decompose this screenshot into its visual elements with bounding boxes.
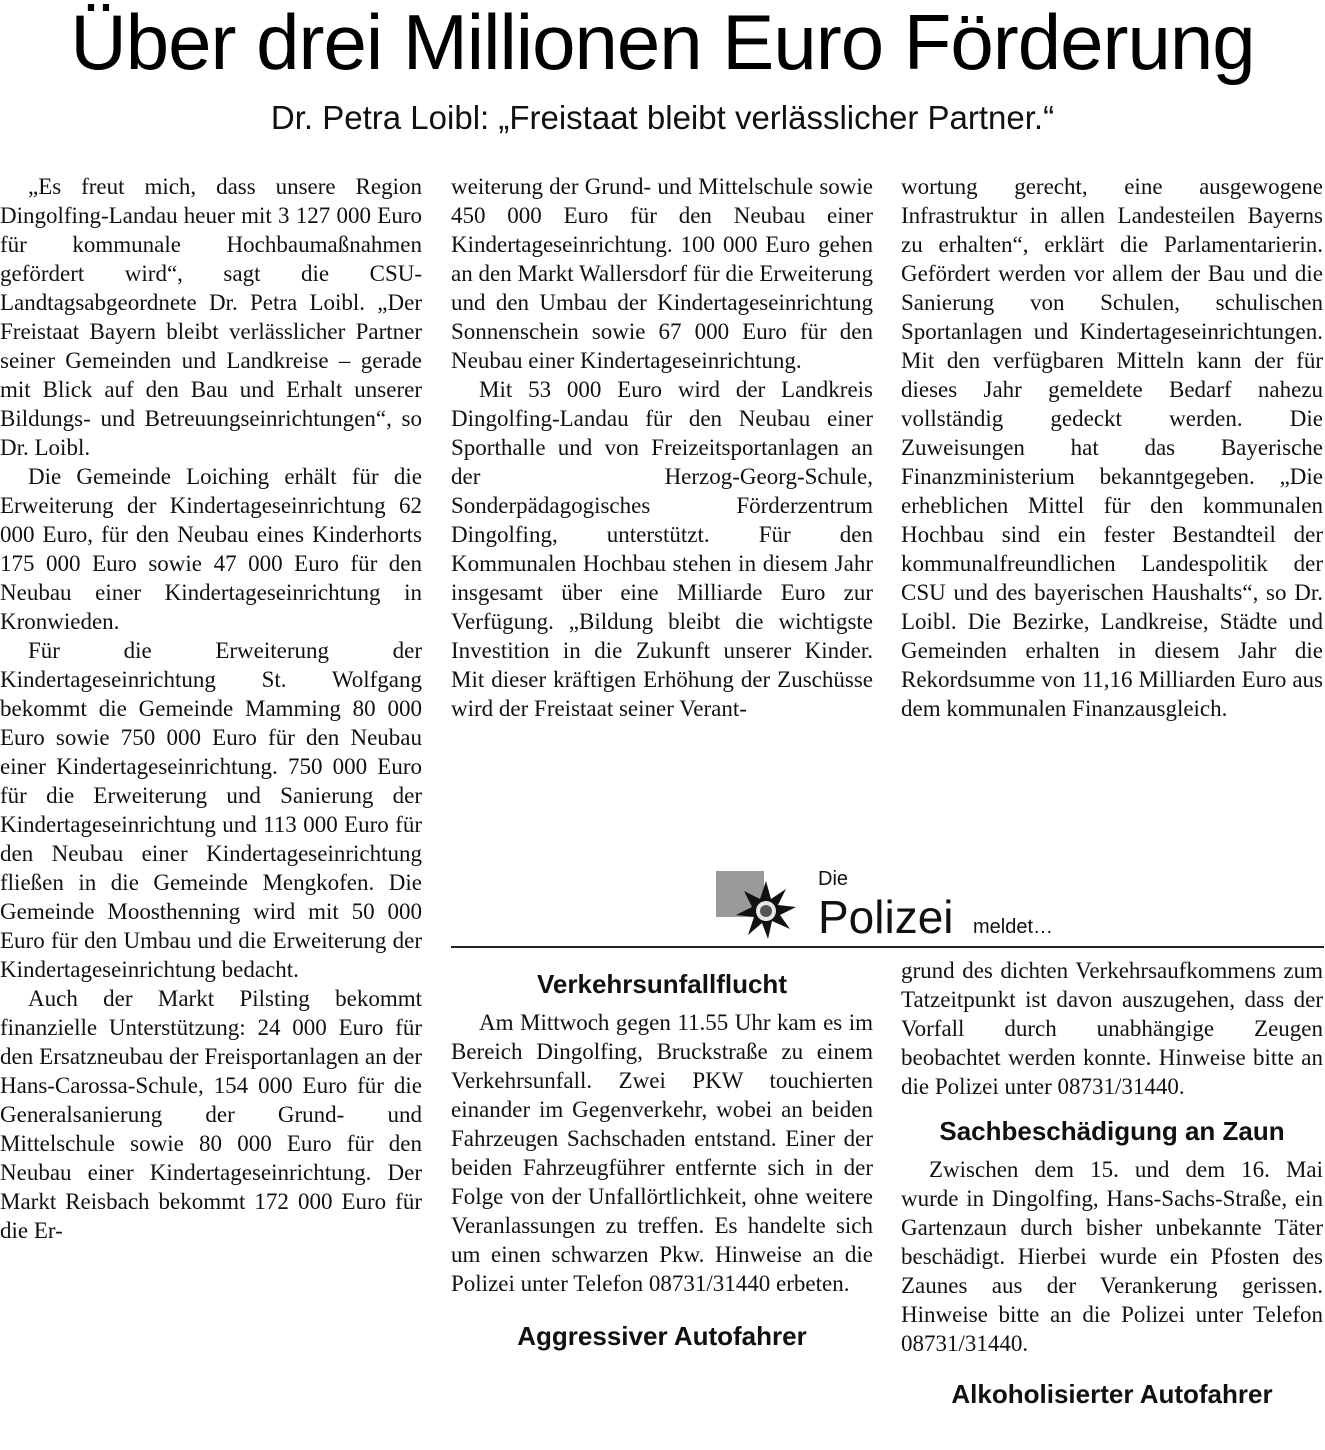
report-text: Am Mittwoch gegen 11.55 Uhr kam es im Bereich Dingolfing, Bruckstraße zu einem Verkehrsunfall. Zwei PKW touchierten einander im Gegenverkehr, wobei an beiden Fahrzeugen Sachschaden entstand. Einer der beiden Fahrzeugführer entfernte sich in der Folge von der Unfallörtlichkeit, ohne weitere Veranlassungen zu treffen. Es handelte sich um einen schwarzen Pkw. Hinweise an die Polizei unter Telefon 08731/31440 erbeten. bbox=[451, 1010, 873, 1296]
paragraph: wortung gerecht, eine ausgewogene Infrastruktur in allen Landesteilen Bayerns zu erhalten“, erklärt die Parlamentarierin. Gefördert werden vor allem der Bau und die Sanierung von Schulen, schulischen Sportanlagen und Kindertageseinrichtungen. Mit den verfügbaren Mitteln kann der für dieses Jahr gemeldete Bedarf nahezu vollständig gedeckt werden. Die Zuweisungen hat das Bayerische Finanzministerium bekanntgegeben. „Die erheblichen Mittel für den kommunalen Hochbau sind ein fester Bestandteil der kommunalfreundlichen Landespolitik der CSU und des bayerischen Haushalts“, so Dr. Loibl. Die Bezirke, Landkreise, Städte und Gemeinden erhalten in diesem Jahr die Rekordsumme von 11,16 Milliarden Euro aus dem kommunalen Finanzausgleich. bbox=[901, 174, 1323, 721]
paragraph: Die Gemeinde Loiching erhält für die Erweiterung der Kindertageseinrichtung 62 000 Euro, für den Neubau eines Kinderhorts 175 000 Euro sowie 47 000 Euro für den Neubau einer Kindertageseinrichtung in Kronwieden. bbox=[0, 464, 422, 634]
report-heading: Aggressiver Autofahrer bbox=[517, 1321, 807, 1351]
article-column-2 bbox=[451, 172, 873, 723]
police-meldet-label: meldet… bbox=[973, 916, 1054, 938]
police-star-icon bbox=[716, 871, 796, 941]
subheadline: Dr. Petra Loibl: „Freistaat bleibt verlässlicher Partner.“ bbox=[270, 99, 1055, 136]
report-heading: Verkehrsunfallflucht bbox=[537, 969, 787, 999]
article-column-3 bbox=[901, 172, 1323, 723]
police-column-3 bbox=[901, 956, 1323, 1418]
police-column-2 bbox=[451, 956, 873, 1360]
headline: Über drei Millionen Euro Förderung bbox=[70, 0, 1255, 86]
paragraph: weiterung der Grund- und Mittelschule sowie 450 000 Euro für den Neubau einer Kindertageseinrichtung. 100 000 Euro gehen an den Markt Wallersdorf für die Erweiterung und den Umbau der Kindertageseinrichtung Sonnenschein sowie 67 000 Euro für den Neubau einer Kindertageseinrichtung. bbox=[451, 174, 873, 373]
police-banner bbox=[451, 866, 1324, 948]
article-column-1 bbox=[0, 172, 422, 1245]
paragraph: „Es freut mich, dass unsere Region Dingolfing-Landau heuer mit 3 127 000 Euro für kommunale Hochbaumaßnahmen gefördert wird“, sagt die CSU-Landtagsabgeordnete Dr. Petra Loibl. „Der Freistaat Bayern bleibt verlässlicher Partner seiner Gemeinden und Landkreise – gerade mit Blick auf den Bau und Erhalt unserer Bildungs- und Betreuungseinrichtungen“, so Dr. Loibl. bbox=[0, 174, 422, 460]
paragraph: Für die Erweiterung der Kindertageseinrichtung St. Wolfgang bekommt die Gemeinde Mamming 80 000 Euro sowie 750 000 Euro für den Neubau einer Kindertageseinrichtung. 750 000 Euro für die Erweiterung und Sanierung der Kindertageseinrichtung und 113 000 Euro für den Neubau einer Kindertageseinrichtung fließen in die Gemeinde Mengkofen. Die Gemeinde Moosthenning wird mit 50 000 Euro für den Umbau und die Erweiterung der Kindertageseinrichtung bedacht. bbox=[0, 638, 422, 982]
report-heading: Alkoholisierter Autofahrer bbox=[951, 1379, 1273, 1409]
report-text: Zwischen dem 15. und dem 16. Mai wurde in Dingolfing, Hans-Sachs-Straße, ein Gartenzaun durch bisher unbekannte Täter beschädigt. Hierbei wurde ein Pfosten des Zaunes aus der Verankerung gerissen. Hinweise bitte an die Polizei unter Telefon 08731/31440. bbox=[901, 1157, 1323, 1356]
police-title: Polizei bbox=[818, 891, 954, 943]
report-heading: Sachbeschädigung an Zaun bbox=[939, 1116, 1285, 1146]
paragraph: Mit 53 000 Euro wird der Landkreis Dingolfing-Landau für den Neubau einer Sporthalle und von Freizeitsportanlagen an der Herzog-Georg-Schule, Sonderpädagogisches Förderzentrum Dingolfing, unterstützt. Für den Kommunalen Hochbau stehen in diesem Jahr insgesamt über eine Milliarde Euro zur Verfügung. „Bildung bleibt die wichtigste Investition in die Zukunft unserer Kinder. Mit dieser kräftigen Erhöhung der Zuschüsse wird der Freistaat seiner Verant- bbox=[451, 377, 873, 721]
police-die-label: Die bbox=[818, 868, 849, 890]
paragraph: Auch der Markt Pilsting bekommt finanzielle Unterstützung: 24 000 Euro für den Ersatzneubau der Freisportanlagen an der Hans-Carossa-Schule, 154 000 Euro für die Generalsanierung der Grund- und Mittelschule sowie 80 000 Euro für den Neubau einer Kindertageseinrichtung. Der Markt Reisbach bekommt 172 000 Euro für die Er- bbox=[0, 986, 422, 1243]
report-text: grund des dichten Verkehrsaufkommens zum Tatzeitpunkt ist davon auszugehen, dass der Vorfall durch unabhängige Zeugen beobachtet werden konnte. Hinweise bitte an die Polizei unter 08731/31440. bbox=[901, 958, 1323, 1099]
